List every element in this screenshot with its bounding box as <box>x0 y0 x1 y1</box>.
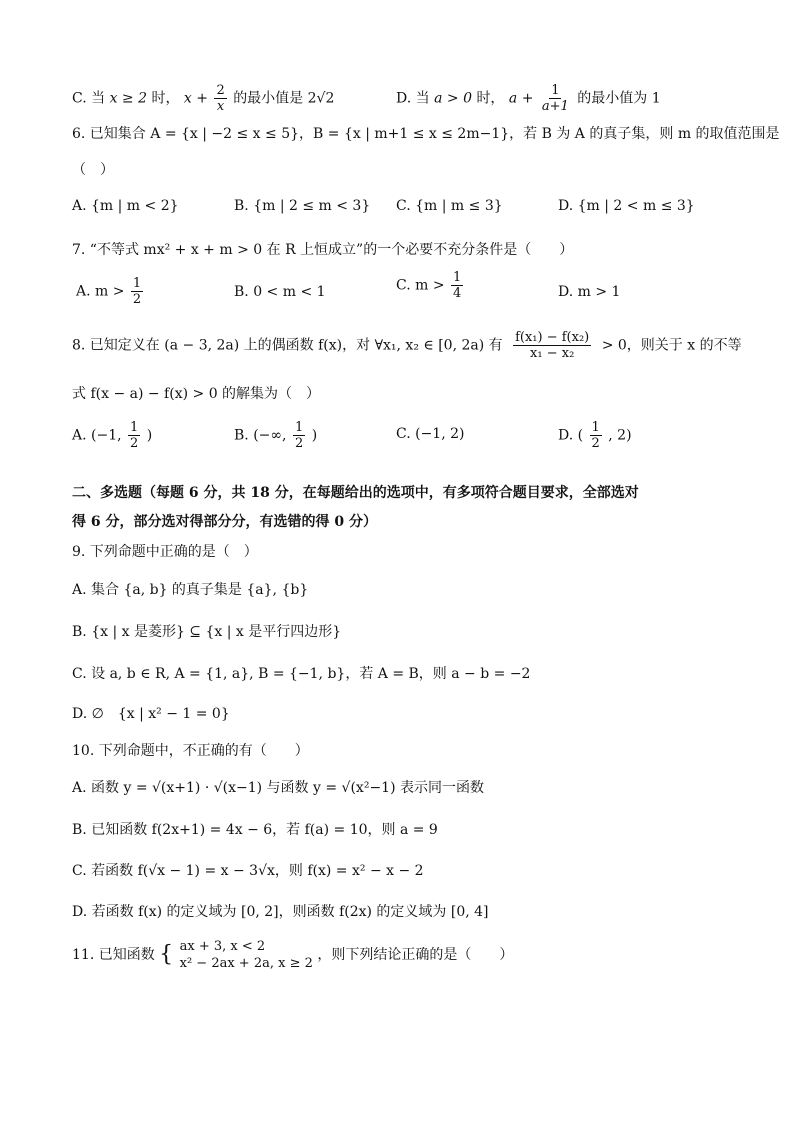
q11-brace: { <box>159 942 174 967</box>
q10-stem: 10. 下列命题中，不正确的有（ ） <box>72 743 309 759</box>
q10-option-b: B. 已知函数 f(2x+1) = 4x − 6，若 f(a) = 10，则 a = 9 <box>72 822 438 838</box>
q8-option-d <box>558 420 632 451</box>
q5c-prefix: C. 当 <box>72 90 106 107</box>
q8-stem-a: 8. 已知定义在 (a − 3, 2a) 上的偶函数 f(x)，对 ∀x₁, x₂ ∈ [0, 2a) 有 <box>72 337 503 354</box>
q5d-frac-den: a+1 <box>541 99 569 114</box>
q8d-suffix: , 2) <box>608 427 632 444</box>
q5c-mid: 时， <box>151 90 180 107</box>
q8-stem-b: > 0，则关于 x 的不等 <box>601 337 742 354</box>
q8b-num: 1 <box>294 420 304 435</box>
q7c-num: 1 <box>453 270 462 285</box>
q8d-num: 1 <box>591 420 600 435</box>
q9-option-d: D. ∅ {x | x² − 1 = 0} <box>72 706 230 722</box>
q5d-prefix: D. 当 <box>396 90 430 107</box>
q5d-fraction <box>540 83 571 114</box>
q8-option-b <box>234 420 317 451</box>
q7c-fraction <box>451 270 463 301</box>
q11-suffix: ，则下列结论正确的是（ ） <box>317 947 514 963</box>
q8b-den: 2 <box>294 436 304 451</box>
q5-option-c <box>72 83 334 114</box>
q7a-num: 1 <box>132 276 142 291</box>
q8-fraction <box>513 330 591 361</box>
q7-option-c <box>396 270 465 301</box>
q8d-den: 2 <box>591 436 600 451</box>
section2-heading-line2: 得 6 分，部分选对得部分分，有选错的得 0 分） <box>72 514 377 530</box>
section2-heading-line1: 二、多选题（每题 6 分，共 18 分，在每题给出的选项中，有多项符合题目要求，全部选对 <box>72 485 639 501</box>
q5c-fraction <box>214 83 226 114</box>
q10-option-d: D. 若函数 f(x) 的定义域为 [0, 2]，则函数 f(2x) 的定义域为 [0, 4] <box>72 904 489 920</box>
q11-piece1: ax + 3, x < 2 <box>179 939 266 954</box>
q6-option-d: D. {m | 2 < m ≤ 3} <box>558 198 695 214</box>
q5c-expr: x + <box>183 90 208 107</box>
q8a-suffix: ) <box>146 427 153 444</box>
q9-option-a: A. 集合 {a, b} 的真子集是 {a}, {b} <box>72 582 309 598</box>
q8b-suffix: ) <box>311 427 318 444</box>
q8-option-c: C. (−1, 2) <box>396 426 465 442</box>
q7a-prefix: A. m > <box>76 283 125 300</box>
q8d-prefix: D. ( <box>558 427 584 444</box>
q8d-fraction <box>590 420 602 451</box>
q7a-fraction <box>131 276 143 307</box>
q7-stem: 7. “不等式 mx² + x + m > 0 在 R 上恒成立”的一个必要不充分条件是（ ） <box>72 242 574 258</box>
q7a-den: 2 <box>132 292 142 307</box>
q8a-den: 2 <box>130 436 139 451</box>
q6-paren: （ ） <box>72 162 114 178</box>
q5c-value: 2√2 <box>307 90 335 107</box>
q6-option-b: B. {m | 2 ≤ m < 3} <box>234 198 371 214</box>
q9-stem: 9. 下列命题中正确的是（ ） <box>72 544 258 560</box>
q5c-frac-den: x <box>216 99 225 114</box>
q5c-mid2: 的最小值是 <box>233 90 304 107</box>
q11-piecewise <box>180 938 313 972</box>
q10-option-a: A. 函数 y = √(x+1) · √(x−1) 与函数 y = √(x²−1) 表示同一函数 <box>72 780 484 796</box>
q5d-cond: a > 0 <box>434 90 472 107</box>
q5d-expr: a + <box>508 90 534 107</box>
q6-option-a: A. {m | m < 2} <box>72 198 179 214</box>
q7-option-a <box>76 276 145 307</box>
q11-prefix: 11. 已知函数 <box>72 947 155 963</box>
q5d-mid: 时， <box>476 90 505 107</box>
q7c-prefix: C. m > <box>396 277 445 294</box>
q8-option-a <box>72 420 152 451</box>
q11-piece2: x² − 2ax + 2a, x ≥ 2 <box>179 956 313 971</box>
q6-option-c: C. {m | m ≤ 3} <box>396 198 503 214</box>
q7-option-b: B. 0 < m < 1 <box>234 284 326 300</box>
q8-frac-den: x₁ − x₂ <box>530 346 575 361</box>
q8a-prefix: A. (−1, <box>72 427 122 444</box>
q7c-den: 4 <box>453 286 462 301</box>
q5d-frac-num: 1 <box>551 83 560 98</box>
q8-stem-line1 <box>72 330 742 361</box>
q5c-cond: x ≥ 2 <box>109 90 148 107</box>
q5d-tail: 的最小值为 1 <box>577 90 661 107</box>
q8a-fraction <box>128 420 140 451</box>
q6-stem: 6. 已知集合 A = {x | −2 ≤ x ≤ 5}，B = {x | m+1 ≤ x ≤ 2m−1}，若 B 为 A 的真子集，则 m 的取值范围是 <box>72 126 780 142</box>
q8b-fraction <box>293 420 305 451</box>
q8-stem-line2: 式 f(x − a) − f(x) > 0 的解集为（ ） <box>72 386 321 402</box>
q10-option-c: C. 若函数 f(√x − 1) = x − 3√x，则 f(x) = x² − x − 2 <box>72 863 424 879</box>
q8-frac-num: f(x₁) − f(x₂) <box>515 330 590 345</box>
q7-option-d: D. m > 1 <box>558 284 621 300</box>
q8a-num: 1 <box>130 420 139 435</box>
q8b-prefix: B. (−∞, <box>234 427 287 444</box>
q9-option-c: C. 设 a, b ∈ R, A = {1, a}, B = {−1, b}，若 A = B，则 a − b = −2 <box>72 666 531 682</box>
q9-option-b: B. {x | x 是菱形} ⊆ {x | x 是平行四边形} <box>72 624 342 640</box>
q5-option-d <box>396 83 661 114</box>
q5c-frac-num: 2 <box>216 83 225 98</box>
q11-stem <box>72 938 513 972</box>
